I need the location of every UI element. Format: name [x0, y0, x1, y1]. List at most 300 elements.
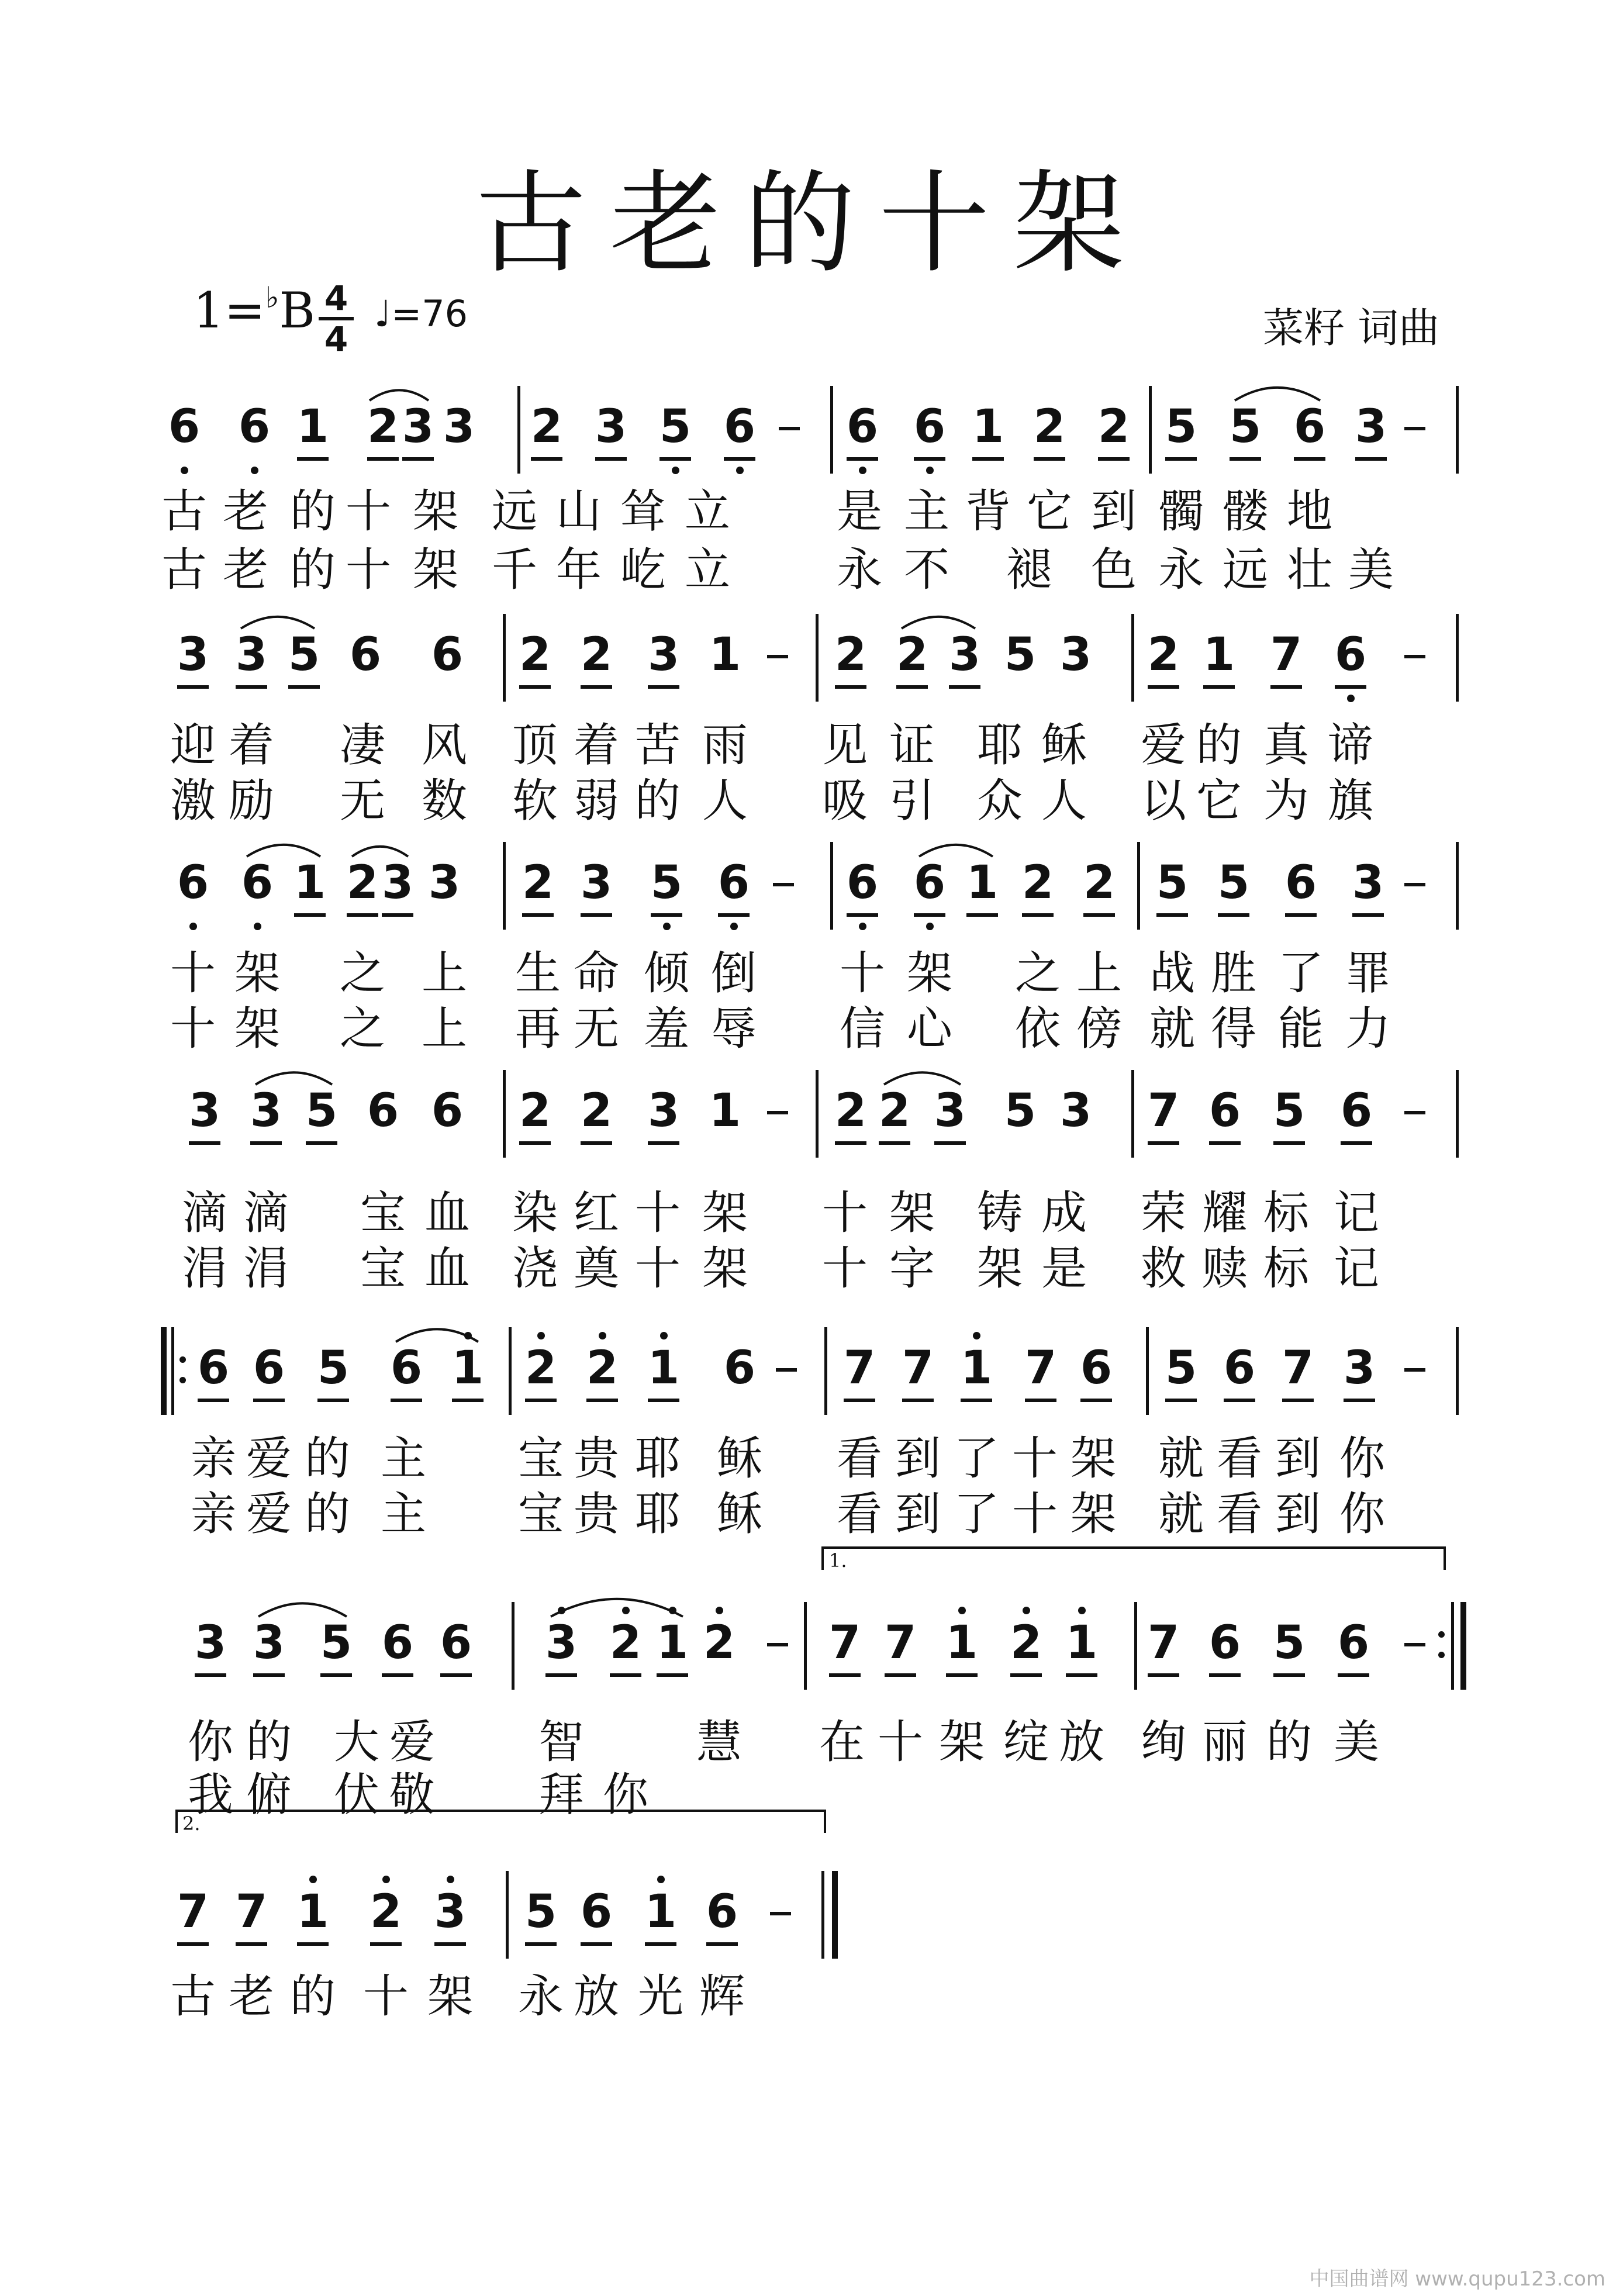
- note: 6: [1330, 1087, 1383, 1134]
- lyric-char: 爱: [246, 1432, 292, 1485]
- lyric-char: 贵: [573, 1432, 619, 1485]
- slur: [396, 1329, 478, 1342]
- lyric-char: 你: [1339, 1488, 1385, 1541]
- lyric-char: 地: [1286, 485, 1332, 538]
- note: 2: [824, 1087, 877, 1134]
- lyric-char: 了: [953, 1488, 999, 1541]
- lyric-char: 大: [333, 1716, 379, 1769]
- lyric-char: 耶: [634, 1432, 681, 1485]
- lyric-char: 你: [602, 1769, 648, 1821]
- lyric-char: 血: [424, 1242, 470, 1295]
- lyric-char: 之: [339, 947, 385, 1000]
- lyric-char: 架: [1070, 1432, 1116, 1485]
- repeat-dot: [179, 1377, 186, 1383]
- volta-2-label: 2.: [182, 1812, 201, 1835]
- lyric-char: 顶: [512, 719, 558, 772]
- lyric-char: 得: [1210, 1003, 1256, 1055]
- note: 6: [836, 403, 889, 450]
- note: 3: [392, 403, 444, 450]
- note: 2: [512, 859, 564, 906]
- lyric-char: 放: [573, 1970, 619, 2023]
- lyric-char: 架: [889, 1187, 935, 1240]
- lyric-char: 着: [228, 719, 274, 772]
- dash-mark: [1404, 1368, 1425, 1372]
- lyric-char: 倾: [643, 947, 689, 1000]
- lyric-line-2: [0, 1003, 1623, 1055]
- note: 1: [956, 859, 1009, 906]
- note: 7: [1014, 1345, 1067, 1392]
- slur-layer: [0, 1856, 1623, 1903]
- lyric-char: 羞: [643, 1003, 689, 1055]
- slur-layer: [0, 1313, 1623, 1359]
- lyric-char: 上: [421, 947, 467, 1000]
- lyric-char: 千: [491, 544, 537, 596]
- lyric-char: 染: [512, 1187, 558, 1240]
- lyric-char: 心: [906, 1003, 952, 1055]
- lyric-char: 软: [512, 775, 558, 827]
- lyric-char: 谛: [1327, 719, 1373, 772]
- lyric-char: 看: [1216, 1488, 1262, 1541]
- note: 1: [709, 629, 741, 681]
- lyric-char: 的: [289, 1970, 336, 2023]
- lyric-char: 以: [1140, 775, 1186, 827]
- note: 3: [585, 403, 637, 450]
- lyric-char: 架: [412, 544, 458, 596]
- lyric-char: 着: [573, 719, 619, 772]
- lyric-char: 稣: [716, 1432, 762, 1485]
- note: 5: [1219, 403, 1272, 450]
- volta-2-bracket: [175, 1810, 826, 1833]
- lyric-char: 美: [1348, 544, 1394, 596]
- note: 6: [1070, 1345, 1123, 1392]
- note: 7: [1260, 631, 1313, 678]
- note: 2: [824, 631, 877, 678]
- lyric-char: 拜: [538, 1769, 584, 1821]
- note: 5: [649, 403, 702, 450]
- note: 3: [1059, 629, 1092, 681]
- lyric-char: 是: [836, 485, 882, 538]
- note: 7: [874, 1620, 927, 1666]
- key-signature: [193, 281, 315, 339]
- note: 1: [634, 1888, 687, 1935]
- lyric-char: 敬: [389, 1769, 435, 1821]
- note: 2: [360, 1888, 412, 1935]
- lyric-char: 十: [634, 1187, 681, 1240]
- lyric-char: 主: [380, 1432, 426, 1485]
- note: 5: [1155, 403, 1207, 450]
- note: 1: [286, 403, 339, 450]
- note: 7: [1137, 1620, 1190, 1666]
- note: 6: [243, 1345, 295, 1392]
- note: 5: [1004, 629, 1037, 681]
- lyric-char: 宝: [517, 1488, 564, 1541]
- note: 5: [295, 1087, 348, 1134]
- lyric-char: 看: [1216, 1432, 1262, 1485]
- volta-1-label: 1.: [829, 1549, 847, 1572]
- lyric-char: 褪: [1006, 544, 1052, 596]
- lyric-char: 爱: [389, 1716, 435, 1769]
- lyric-char: 屹: [620, 544, 666, 596]
- lyric-char: 稣: [1041, 719, 1087, 772]
- lyric-char: 架: [412, 485, 458, 538]
- note: 6: [1324, 631, 1377, 678]
- note: 1: [637, 1345, 690, 1392]
- time-signature: [319, 278, 354, 359]
- lyric-char: 风: [421, 719, 467, 772]
- lyric-char: 弱: [573, 775, 619, 827]
- note: 6: [570, 1888, 623, 1935]
- lyric-char: 架: [1070, 1488, 1116, 1541]
- note: 6: [231, 859, 284, 906]
- note: 3: [637, 631, 690, 678]
- lyric-char: 奠: [573, 1242, 619, 1295]
- lyric-char: 宝: [360, 1242, 406, 1295]
- note: 3: [535, 1620, 588, 1666]
- note: 2: [514, 1345, 567, 1392]
- note: 6: [707, 859, 760, 906]
- note: 7: [833, 1345, 886, 1392]
- key-letter: B: [279, 282, 316, 339]
- lyric-char: 丽: [1201, 1716, 1248, 1769]
- lyric-char: 再: [514, 1003, 561, 1055]
- lyric-char: 古: [161, 485, 207, 538]
- note: 5: [278, 631, 330, 678]
- watermark: 中国曲谱网 www.qupu123.com: [1309, 2267, 1605, 2291]
- lyric-char: 十: [634, 1242, 681, 1295]
- lyric-char: 之: [1014, 947, 1061, 1000]
- note: 6: [1213, 1345, 1266, 1392]
- lyric-char: 救: [1140, 1242, 1186, 1295]
- lyric-char: 字: [889, 1242, 935, 1295]
- lyric-char: 美: [1333, 1716, 1379, 1769]
- lyric-char: 架: [938, 1716, 985, 1769]
- note: 6: [1283, 403, 1336, 450]
- note: 3: [637, 1087, 690, 1134]
- note: 1: [646, 1620, 699, 1666]
- slur-layer: [0, 599, 1623, 646]
- lyric-char: 的: [1196, 719, 1242, 772]
- lyric-char: 雨: [702, 719, 748, 772]
- note: 6: [696, 1888, 748, 1935]
- note: 3: [924, 1087, 976, 1134]
- lyric-char: 吸: [821, 775, 868, 827]
- note: 6: [836, 859, 889, 906]
- slur-layer: [0, 1055, 1623, 1102]
- slur-layer: [0, 371, 1623, 418]
- note: 3: [428, 857, 461, 909]
- lyric-char: 到: [895, 1488, 941, 1541]
- note: 2: [509, 1087, 561, 1134]
- lyric-char: 十: [170, 947, 216, 1000]
- note: 3: [225, 631, 278, 678]
- lyric-char: 倒: [710, 947, 757, 1000]
- lyric-char: 激: [170, 775, 216, 827]
- note: 2: [1011, 859, 1064, 906]
- note: 2: [599, 1620, 652, 1666]
- lyric-char: 是: [1041, 1242, 1087, 1295]
- lyric-char: 稣: [716, 1488, 762, 1541]
- lyric-line-2: [0, 544, 1623, 596]
- note: 6: [903, 859, 956, 906]
- lyric-char: 古: [170, 1970, 216, 2023]
- lyric-char: 我: [187, 1769, 233, 1821]
- lyric-char: 众: [976, 775, 1023, 827]
- slur-layer: [0, 1587, 1623, 1634]
- lyric-char: 架: [427, 1970, 473, 2023]
- slur: [255, 1072, 332, 1085]
- lyric-char: 战: [1149, 947, 1195, 1000]
- note: 1: [1055, 1620, 1108, 1666]
- note: 3: [938, 631, 991, 678]
- lyric-char: 不: [903, 544, 949, 596]
- slur: [258, 1603, 347, 1617]
- lyric-char: 亲: [190, 1432, 236, 1485]
- note: 3: [240, 1087, 292, 1134]
- lyric-char: 俯: [246, 1769, 292, 1821]
- lyric-char: 就: [1158, 1488, 1204, 1541]
- slur-layer: [0, 827, 1623, 874]
- lyric-char: 涓: [243, 1242, 289, 1295]
- lyric-char: 十: [1011, 1432, 1058, 1485]
- lyric-char: 宝: [517, 1432, 564, 1485]
- dash-mark: [1404, 883, 1425, 886]
- author-credit: 菜籽 词曲: [1263, 304, 1440, 352]
- dash-mark: [767, 1111, 788, 1114]
- lyric-char: 永: [1158, 544, 1204, 596]
- lyric-char: 成: [1041, 1187, 1087, 1240]
- lyric-char: 它: [1196, 775, 1242, 827]
- note: 6: [430, 1620, 482, 1666]
- note: 2: [868, 1087, 921, 1134]
- lyric-char: 绽: [1003, 1716, 1049, 1769]
- note: 5: [310, 1620, 362, 1666]
- lyric-char: 励: [228, 775, 274, 827]
- note: 2: [357, 403, 409, 450]
- lyric-char: 智: [538, 1716, 584, 1769]
- lyric-char: 髑: [1158, 485, 1204, 538]
- dash-mark: [1404, 427, 1425, 430]
- note: 5: [1263, 1087, 1315, 1134]
- lyric-char: 到: [1275, 1432, 1321, 1485]
- note: 6: [1199, 1620, 1251, 1666]
- song-title: 古老的十架: [475, 159, 1148, 288]
- lyric-char: 爱: [1140, 719, 1186, 772]
- note: 6: [228, 403, 281, 450]
- note: 2: [1087, 403, 1140, 450]
- lyric-char: 十: [839, 947, 885, 1000]
- note: 3: [167, 631, 219, 678]
- lyric-char: 它: [1026, 485, 1072, 538]
- note: 6: [1199, 1087, 1251, 1134]
- lyric-char: 的: [289, 485, 336, 538]
- lyric-char: 架: [234, 947, 280, 1000]
- note: 1: [709, 1085, 741, 1137]
- note: 1: [1193, 631, 1245, 678]
- lyric-char: 架: [976, 1242, 1023, 1295]
- lyric-char: 伏: [333, 1769, 379, 1821]
- time-bottom: 4: [324, 319, 348, 359]
- lyric-char: 无: [339, 775, 385, 827]
- note: 7: [892, 1345, 944, 1392]
- note: 7: [225, 1888, 278, 1935]
- key-one: 1=: [193, 282, 265, 339]
- lyric-char: 罪: [1345, 947, 1391, 1000]
- note: 7: [1137, 1087, 1190, 1134]
- lyric-char: 依: [1014, 1003, 1061, 1055]
- note: 6: [431, 629, 464, 681]
- lyric-char: 宝: [360, 1187, 406, 1240]
- lyric-char: 髅: [1222, 485, 1268, 538]
- lyric-char: 上: [1076, 947, 1122, 1000]
- lyric-char: 无: [573, 1003, 619, 1055]
- lyric-char: 古: [161, 544, 207, 596]
- slur: [884, 1072, 961, 1085]
- lyric-char: 的: [246, 1716, 292, 1769]
- lyric-char: 辉: [699, 1970, 745, 2023]
- lyric-char: 你: [187, 1716, 233, 1769]
- note: 5: [1263, 1620, 1315, 1666]
- note: 3: [424, 1888, 476, 1935]
- lyric-char: 傍: [1076, 1003, 1122, 1055]
- lyric-char: 的: [304, 1488, 350, 1541]
- lyric-char: 看: [836, 1432, 882, 1485]
- lyric-char: 红: [573, 1187, 619, 1240]
- lyric-char: 立: [684, 485, 730, 538]
- note: 7: [819, 1620, 871, 1666]
- lyric-char: 引: [889, 775, 935, 827]
- lyric-char: 耶: [634, 1488, 681, 1541]
- note: 5: [514, 1888, 567, 1935]
- slur: [370, 390, 429, 400]
- note: 3: [243, 1620, 295, 1666]
- note: 5: [1155, 1345, 1207, 1392]
- lyric-char: 主: [380, 1488, 426, 1541]
- lyric-char: 了: [953, 1432, 999, 1485]
- note: 1: [935, 1620, 988, 1666]
- lyric-char: 永: [517, 1970, 564, 2023]
- lyric-char: 的: [289, 544, 336, 596]
- lyric-char: 旗: [1327, 775, 1373, 827]
- lyric-line-1: [0, 1432, 1623, 1485]
- slur: [247, 845, 320, 857]
- lyric-char: 十: [170, 1003, 216, 1055]
- note: 6: [1275, 859, 1327, 906]
- note: 2: [886, 631, 938, 678]
- note: 5: [1146, 859, 1199, 906]
- note: 7: [1272, 1345, 1324, 1392]
- note: 6: [380, 1345, 433, 1392]
- note: 6: [367, 1085, 399, 1137]
- lyric-char: 十: [345, 544, 391, 596]
- lyric-char: 能: [1277, 1003, 1324, 1055]
- lyric-line-1: [0, 719, 1623, 772]
- volta-1-bracket: [821, 1546, 1446, 1570]
- note: 2: [1137, 631, 1190, 678]
- dash-mark: [1404, 1111, 1425, 1114]
- lyric-char: 辱: [710, 1003, 757, 1055]
- lyric-char: 见: [821, 719, 868, 772]
- lyric-line-1: [0, 1716, 1623, 1769]
- lyric-line-2: [0, 775, 1623, 827]
- note: 2: [570, 631, 623, 678]
- lyric-char: 老: [222, 544, 268, 596]
- lyric-char: 力: [1345, 1003, 1391, 1055]
- lyric-char: 铸: [976, 1187, 1023, 1240]
- lyric-char: 远: [491, 485, 537, 538]
- slur: [551, 1599, 683, 1617]
- lyric-char: 的: [304, 1432, 350, 1485]
- lyric-char: 山: [555, 485, 602, 538]
- lyric-char: 人: [702, 775, 748, 827]
- lyric-line-1: [0, 1970, 1623, 2023]
- lyric-char: 胜: [1210, 947, 1256, 1000]
- note: 1: [950, 1345, 1003, 1392]
- note: 1: [284, 859, 336, 906]
- note: 2: [576, 1345, 629, 1392]
- lyric-char: 架: [234, 1003, 280, 1055]
- lyric-char: 迎: [170, 719, 216, 772]
- lyric-char: 耸: [620, 485, 666, 538]
- dash-mark: [1404, 1643, 1425, 1646]
- lyric-char: 背: [965, 485, 1011, 538]
- lyric-line-2: [0, 1488, 1623, 1541]
- note: 2: [570, 1087, 623, 1134]
- lyric-char: 十: [1011, 1488, 1058, 1541]
- lyric-char: 亲: [190, 1488, 236, 1541]
- dash-mark: [767, 1643, 788, 1646]
- dash-mark: [1404, 655, 1425, 658]
- note: 5: [640, 859, 693, 906]
- note: 6: [371, 1620, 424, 1666]
- lyric-char: 苦: [634, 719, 681, 772]
- note: 6: [903, 403, 956, 450]
- lyric-char: 爱: [246, 1488, 292, 1541]
- lyric-char: 标: [1263, 1242, 1309, 1295]
- lyric-char: 记: [1333, 1187, 1379, 1240]
- lyric-char: 色: [1090, 544, 1137, 596]
- note: 6: [158, 403, 210, 450]
- lyric-char: 命: [573, 947, 619, 1000]
- lyric-line-1: [0, 1187, 1623, 1240]
- dash-mark: [779, 427, 800, 430]
- lyric-char: 信: [839, 1003, 885, 1055]
- lyric-char: 赎: [1201, 1242, 1248, 1295]
- lyric-char: 血: [424, 1187, 470, 1240]
- note: 2: [520, 403, 573, 450]
- time-top: 4: [324, 278, 348, 318]
- lyric-char: 远: [1222, 544, 1268, 596]
- lyric-char: 到: [1275, 1488, 1321, 1541]
- note: 1: [286, 1888, 339, 1935]
- lyric-char: 生: [514, 947, 561, 1000]
- note: 7: [167, 1888, 219, 1935]
- flat-sign: ♭: [265, 281, 279, 315]
- lyric-char: 贵: [573, 1488, 619, 1541]
- note: 2: [1000, 1620, 1052, 1666]
- lyric-char: 永: [836, 544, 882, 596]
- lyric-char: 真: [1263, 719, 1309, 772]
- repeat-dot: [1438, 1652, 1445, 1658]
- lyric-char: 证: [889, 719, 935, 772]
- note: 3: [570, 859, 623, 906]
- note: 6: [431, 1085, 464, 1137]
- lyric-char: 耶: [976, 719, 1023, 772]
- dash-mark: [773, 883, 794, 886]
- note: 6: [1327, 1620, 1380, 1666]
- slur: [352, 847, 408, 857]
- lyric-char: 在: [819, 1716, 865, 1769]
- lyric-char: 耀: [1201, 1187, 1248, 1240]
